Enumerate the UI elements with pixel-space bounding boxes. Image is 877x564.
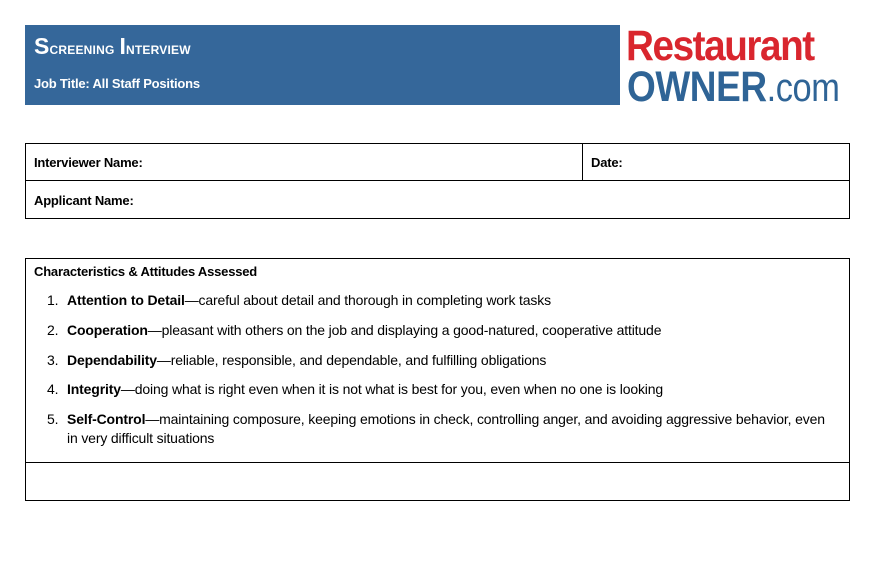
trait-number: 2.: [47, 322, 59, 338]
characteristics-heading: Characteristics & Attitudes Assessed: [34, 264, 258, 279]
logo-com-text: .com: [766, 66, 840, 110]
interviewer-name-field[interactable]: [158, 153, 573, 171]
job-title: Job Title: All Staff Positions: [34, 76, 200, 91]
date-field[interactable]: [633, 153, 838, 171]
characteristics-table: [25, 258, 850, 501]
title-word-2-rest: nterview: [126, 39, 191, 58]
trait-name: Self-Control: [67, 411, 146, 427]
trait-name: Cooperation: [67, 322, 148, 338]
trait-name: Attention to Detail: [67, 292, 185, 308]
applicant-name-label: Applicant Name:: [34, 193, 134, 208]
title-word-1-rest: creening: [49, 39, 115, 58]
trait-description: —careful about detail and thorough in completing work tasks: [184, 292, 551, 308]
trait-description: —pleasant with others on the job and displaying a good-natured, cooperative attitude: [147, 322, 662, 338]
date-label: Date:: [591, 155, 623, 170]
trait-number: 4.: [47, 381, 59, 397]
trait-list-item: [47, 380, 837, 399]
trait-number: 1.: [47, 292, 59, 308]
header-banner: [25, 25, 620, 105]
trait-number: 5.: [47, 411, 59, 427]
restaurant-owner-logo: [626, 22, 852, 111]
trait-list-item: [47, 351, 837, 370]
info-row-interviewer: [26, 144, 849, 181]
trait-number: 3.: [47, 352, 59, 368]
logo-owner-line: [627, 63, 839, 112]
trait-description: —doing what is right even when it is not what is best for you, even when no one is looking: [120, 381, 664, 397]
logo-owner-text: OWNER: [627, 63, 767, 111]
title-initial-i: I: [119, 33, 127, 59]
column-divider: [582, 144, 583, 181]
trait-list-item: [47, 291, 837, 310]
trait-description: —maintaining composure, keeping emotions in check, controlling anger, and avoiding aggressive behavior, even in very difficult situations: [67, 411, 825, 446]
interviewer-name-label: Interviewer Name:: [34, 155, 143, 170]
notes-field[interactable]: [26, 463, 849, 500]
trait-name: Dependability: [67, 352, 157, 368]
trait-list-item: [47, 321, 837, 340]
applicant-name-field[interactable]: [151, 191, 836, 209]
trait-list-item: [47, 410, 837, 448]
trait-name: Integrity: [67, 381, 121, 397]
logo-restaurant-text: Restaurant: [626, 22, 814, 70]
title-initial-s: S: [34, 33, 50, 59]
interview-info-table: [25, 143, 850, 219]
page-title: [34, 33, 191, 60]
trait-description: —reliable, responsible, and dependable, and fulfilling obligations: [156, 352, 547, 368]
